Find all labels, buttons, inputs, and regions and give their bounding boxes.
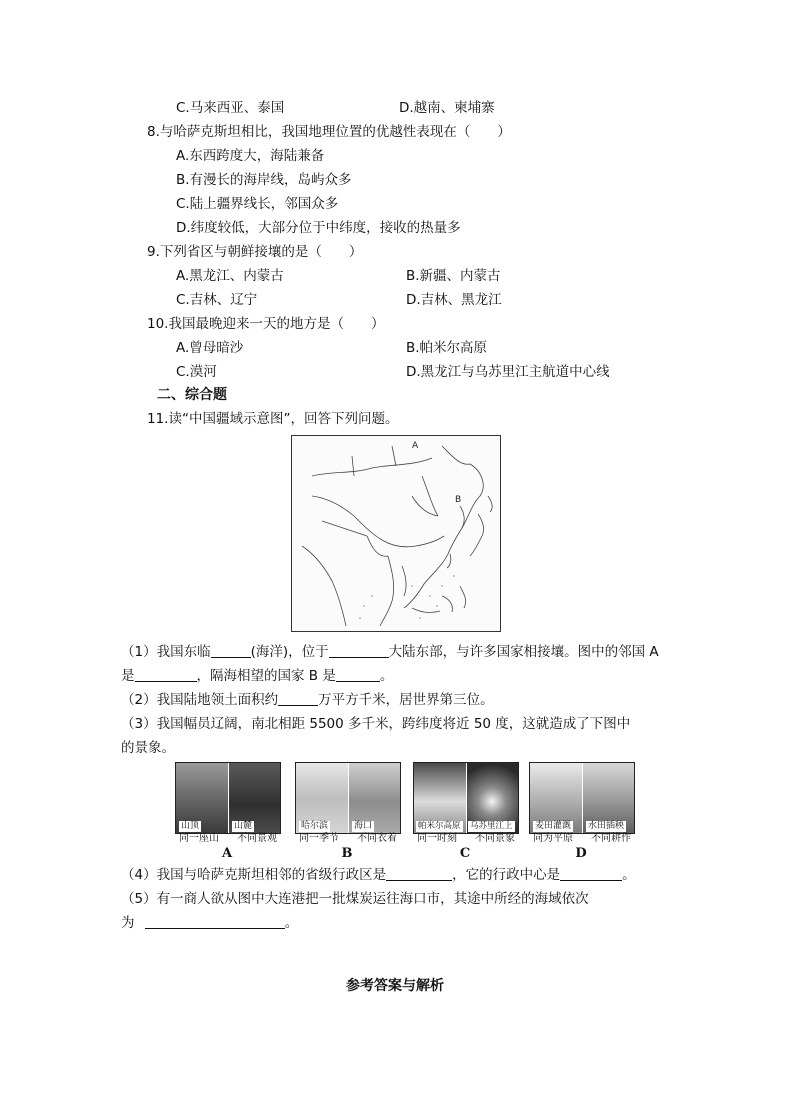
blank-land-area[interactable] <box>278 691 318 706</box>
group-letter: B <box>341 846 353 861</box>
q10-stem: 10.我国最晚迎来一天的地方是（ ） <box>147 316 385 332</box>
photo-divider <box>582 763 583 833</box>
q11-part1-line2 <box>121 667 393 685</box>
blank-capital[interactable] <box>560 866 622 881</box>
q9-option-b: B.新疆、内蒙古 <box>406 268 501 284</box>
q8-stem: 8.与哈萨克斯坦相比，我国地理位置的优越性表现在（ ） <box>147 124 511 140</box>
q11-p2-t2: 万平方千米，居世界第三位。 <box>318 692 494 708</box>
photo-group-a <box>175 762 279 860</box>
photo-pair-c <box>413 762 519 834</box>
q7-option-c: C.马来西亚、泰国 <box>176 100 285 116</box>
q11-p1-t4: 是 <box>121 668 135 684</box>
subtitle-right: 不同衣着 <box>357 833 397 844</box>
blank-sea-route[interactable] <box>145 914 285 929</box>
q11-p4-t2: ，它的行政中心是 <box>452 867 561 883</box>
q11-p1-t6: 。 <box>379 668 394 684</box>
q11-p1-t3: 大陆东部，与许多国家相接壤。图中的邻国 A <box>388 644 659 660</box>
blank-continent[interactable] <box>329 643 389 658</box>
caption-left: 麦田灌溉 <box>535 821 572 831</box>
subtitle-left: 同一时刻 <box>417 833 457 844</box>
q11-p1-t2: (海洋)，位于 <box>250 644 329 660</box>
blank-neighbor-a[interactable] <box>135 667 197 682</box>
photo-group-d <box>529 762 633 860</box>
photo-pair-b <box>295 762 401 834</box>
caption-left: 帕米尔高原 <box>418 821 461 831</box>
photo-group-c <box>413 762 517 860</box>
subtitle-left: 同一座山 <box>179 833 219 844</box>
q11-part2 <box>121 691 494 709</box>
q11-p4-t3: 。 <box>622 867 636 883</box>
scenery-photo-strip <box>175 762 637 860</box>
q11-p2-t1: （2）我国陆地领土面积约 <box>121 692 279 708</box>
q11-part3-line1: （3）我国幅员辽阔，南北相距 5500 多千米，跨纬度将近 50 度，这就造成了下图中 <box>121 716 631 732</box>
q7-option-d: D.越南、柬埔寨 <box>399 100 495 116</box>
subtitle-right: 不同景象 <box>475 833 515 844</box>
q10-option-d: D.黑龙江与乌苏里江主航道中心线 <box>406 364 610 380</box>
photo-pair-a <box>175 762 281 834</box>
china-territory-map <box>291 435 501 632</box>
group-letter: A <box>221 846 233 861</box>
caption-right: 海口 <box>354 821 373 831</box>
caption-right: 山麓 <box>234 821 253 831</box>
subtitle-right: 不同景观 <box>237 833 277 844</box>
map-drawing <box>292 436 500 631</box>
q10-option-b: B.帕米尔高原 <box>406 340 488 356</box>
q11-stem: 11.读“中国疆域示意图”，回答下列问题。 <box>147 411 399 427</box>
q10-option-c: C.漠河 <box>176 364 217 380</box>
q9-option-a: A.黑龙江、内蒙古 <box>176 268 284 284</box>
q11-p5-t1: 为 <box>121 915 135 931</box>
caption-left: 哈尔滨 <box>301 821 329 831</box>
q9-option-d: D.吉林、黑龙江 <box>406 292 502 308</box>
blank-east-ocean[interactable] <box>211 643 251 658</box>
q11-part1-line1 <box>121 643 659 661</box>
map-label-b: B <box>455 495 462 505</box>
q8-option-b: B.有漫长的海岸线，岛屿众多 <box>176 172 352 188</box>
photo-group-b <box>295 762 399 860</box>
caption-right: 乌苏里江上 <box>470 821 513 831</box>
subtitle-left: 同一季节 <box>299 833 339 844</box>
blank-country-b[interactable] <box>336 667 380 682</box>
photo-divider <box>228 763 229 833</box>
blank-province[interactable] <box>386 866 452 881</box>
q8-option-d: D.纬度较低，大部分位于中纬度，接收的热量多 <box>176 220 461 236</box>
q10-option-a: A.曾母暗沙 <box>176 340 244 356</box>
q11-part5-line1: （5）有一商人欲从图中大连港把一批煤炭运往海口市，其途中所经的海域依次 <box>121 891 589 907</box>
q11-part3-line2: 的景象。 <box>121 740 175 756</box>
subtitle-left: 同为平原 <box>533 833 573 844</box>
q11-p5-t2: 。 <box>284 915 299 931</box>
group-letter: D <box>575 846 587 861</box>
q8-option-a: A.东西跨度大，海陆兼备 <box>176 148 325 164</box>
photo-divider <box>348 763 349 833</box>
map-label-a: A <box>412 441 419 451</box>
q11-p4-t1: （4）我国与哈萨克斯坦相邻的省级行政区是 <box>121 867 387 883</box>
section-heading: 二、综合题 <box>157 387 227 403</box>
q11-p1-t1: （1）我国东临 <box>121 644 211 660</box>
group-letter: C <box>459 846 471 861</box>
caption-right: 水田插秧 <box>588 821 625 831</box>
q8-option-c: C.陆上疆界线长，邻国众多 <box>176 196 339 212</box>
q11-part5-line2 <box>121 914 298 932</box>
caption-left: 山顶 <box>181 821 200 831</box>
q9-option-c: C.吉林、辽宁 <box>176 292 258 308</box>
subtitle-right: 不同耕作 <box>591 833 631 844</box>
q9-stem: 9.下列省区与朝鲜接壤的是（ ） <box>147 244 363 260</box>
photo-divider <box>466 763 467 833</box>
answers-heading: 参考答案与解析 <box>346 978 444 994</box>
q11-p1-t5: ，隔海相望的国家 B 是 <box>196 668 336 684</box>
q11-part4 <box>121 866 636 884</box>
photo-pair-d <box>529 762 635 834</box>
